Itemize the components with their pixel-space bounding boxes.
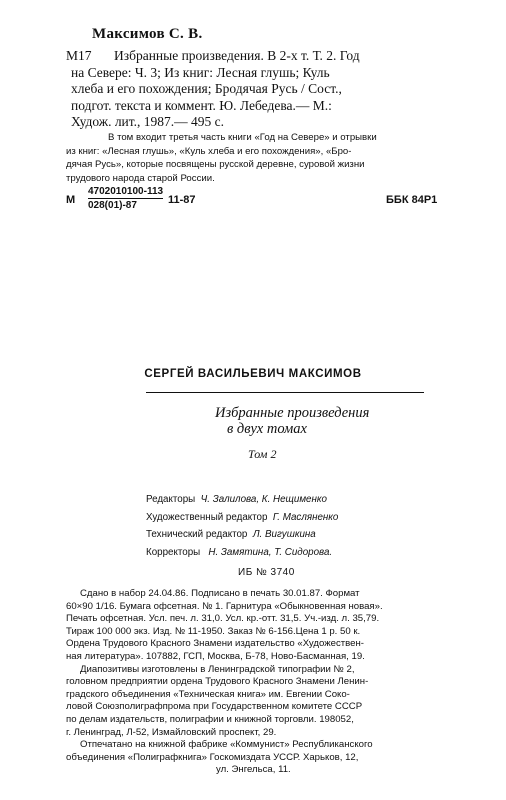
bbk-code: ББК 84Р1 [386, 194, 438, 206]
credit-row [146, 544, 338, 562]
credit-names: Ч. Залилова, К. Нещименко [200, 494, 327, 505]
credits-block [146, 491, 338, 561]
volume-label: Том 2 [248, 447, 277, 461]
annotation [66, 131, 445, 185]
imprint-line: Тираж 100 000 экз. Изд. № 11-1950. Заказ № 6-156.Цена 1 р. 50 к. [66, 625, 361, 637]
imprint-line: ловой Союзполиграфпрома при Государственном комитете СССР [66, 701, 363, 713]
imprint-line: по делам издательств, полиграфии и книжной торговли. 198052, [66, 713, 354, 725]
credit-role: Технический редактор [146, 529, 248, 541]
bibliographic-line: на Севере: Ч. 3; Из книг: Лесная глушь; Куль [71, 64, 330, 80]
imprint-line: г. Ленинград, Л-52, Измайловский проспект, 29. [66, 726, 277, 738]
imprint-line: Диапозитивы изготовлены в Ленинградской типографии № 2, [80, 663, 355, 675]
annotation-line: В том входит третья часть книги «Год на Севере» и отрывки [108, 132, 377, 143]
imprint-line: Печать офсетная. Усл. печ. л. 31,0. Усл. кр.-отт. 31,5. Уч.-изд. л. 35,79. [66, 613, 380, 625]
book-title [215, 405, 369, 437]
credit-names: Г. Масляненко [272, 511, 339, 523]
book-title-line: Избранные произведения [215, 405, 370, 421]
annotation-line: трудового народа старой России. [66, 172, 215, 184]
credit-row [146, 526, 338, 544]
bibliographic-author-heading: Максимов С. В. [92, 26, 203, 42]
imprint-line: градского объединения «Техническая книга» им. Евгении Соко- [66, 688, 350, 700]
imprint-line: Отпечатано на книжной фабрике «Коммунист» Республиканского [80, 739, 373, 751]
credit-row [146, 509, 338, 527]
imprint-line: ул. Энгельса, 11. [216, 764, 291, 776]
imprint-block [66, 588, 444, 777]
classification-suffix: 11-87 [168, 194, 196, 206]
credit-role: Художественный редактор [146, 511, 268, 523]
classification-numerator: 4702010100-113 [88, 186, 164, 197]
imprint-line: головном предприятии ордена Трудового Красного Знамени Ленин- [66, 676, 369, 688]
author-full-name: СЕРГЕЙ ВАСИЛЬЕВИЧ МАКСИМОВ [144, 368, 362, 380]
imprint-line: 60×90 1/16. Бумага офсетная. № 1. Гарнитура «Обыкновенная новая». [66, 600, 383, 612]
annotation-line: дячая Русь», которые посвящены русской деревне, суровой жизни [66, 159, 365, 171]
bibliographic-line: хлеба и его похождения; Бродячая Русь / Сост., [71, 81, 342, 97]
credit-row [146, 491, 338, 509]
bibliographic-line: подгот. текста и коммент. Ю. Лебедева.— М.: [71, 97, 332, 113]
imprint-line: объединения «Полиграфкнига» Госкомиздата УССР. Харьков, 12, [66, 751, 359, 763]
divider-rule [146, 392, 424, 393]
imprint-line: Ордена Трудового Красного Знамени издательство «Художествен- [66, 638, 364, 650]
credit-role: Корректоры [146, 546, 201, 558]
bibliographic-line: Худож. лит., 1987.— 495 с. [71, 114, 225, 130]
imprint-line: Сдано в набор 24.04.86. Подписано в печать 30.01.87. Формат [80, 588, 360, 599]
imprint-line: ная литература». 107882, ГСП, Москва, Б-78, Ново-Басманная, 19. [66, 650, 365, 662]
classification-prefix: М [66, 194, 76, 206]
classification-fraction [88, 186, 163, 211]
book-title-line: в двух томах [227, 421, 307, 437]
annotation-line: из книг: «Лесная глушь», «Куль хлеба и его похождения», «Бро- [66, 145, 352, 157]
ib-number: ИБ № 3740 [238, 567, 295, 578]
bibliographic-line: Избранные произведения. В 2-х т. Т. 2. Год [114, 48, 360, 63]
credit-names: Л. Вигушкина [252, 529, 316, 541]
classification-denominator: 028(01)-87 [88, 200, 137, 211]
credit-role: Редакторы [146, 494, 196, 505]
bibliographic-index-code: М17 [66, 48, 92, 63]
credit-names: Н. Замятина, Т. Сидорова. [208, 546, 333, 558]
